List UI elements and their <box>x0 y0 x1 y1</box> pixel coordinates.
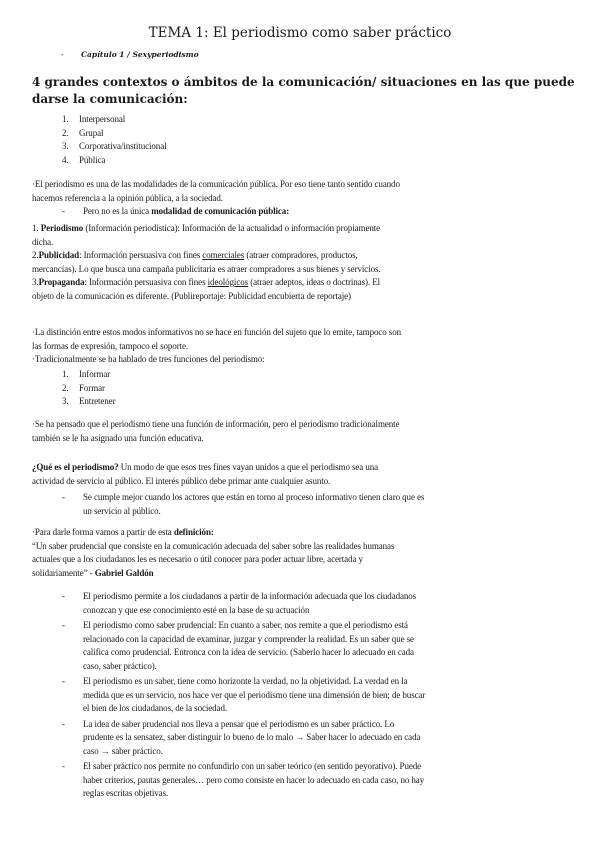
dash-bullet: - <box>62 676 65 686</box>
page-title: TEMA 1: El periodismo como saber práctico <box>148 25 452 41</box>
heading-line: darse la comunicación: <box>32 92 188 106</box>
dash-bullet: - <box>62 492 65 502</box>
list-item: 1. Informar <box>62 369 111 379</box>
definitions-list: 1. Periodismo (Información periodística): Información de la actualidad o información propiamente dicha. 2.Publicidad: Información persuasiva con fines comerciales (atraer compradores, productos, mercancías). Lo que busca una campaña publicitaria es atraer compradores a sus bienes y servicios. 3.Propaganda: Información persuasiva con fines ideológicos (atraer adeptos, ideas o doctrinas). El objeto de la comunicación es diferente. (Publireportaje: Publicidad encubierta de reportaje) <box>32 222 577 303</box>
paragraph: ·La distinción entre estos modos informativos no se hace en función del sujeto que lo emite, tampoco son las formas de expresión, tampoco el soporte. ·Tradicionalmente se ha hablado de tres funciones del periodismo: <box>32 327 402 364</box>
points-list <box>62 590 582 801</box>
dash-bullet: - <box>62 620 65 630</box>
section-heading <box>32 74 577 108</box>
list-item: - El saber práctico nos permite no confundirlo con un saber teórico (en sentido peyorativo). Puede haber criterios, pautas generales… pero como consiste en hacer lo adecuado en cada caso, no hay reglas escritas objetivas. <box>62 761 425 798</box>
list-item: - La idea de saber prudencial nos lleva a pensar que el periodismo es un saber práctico. Lo prudente es la sensatez, saber distinguir lo bueno de lo malo → Saber hacer lo adecuado en cada caso → saber práctico. <box>62 718 421 756</box>
definition-propaganda: 3.Propaganda: Información persuasiva con fines ideológicos (atraer adeptos, ideas o doctrinas). El <box>32 277 380 287</box>
list-item: - El periodismo permite a los ciudadanos a partir de la información adecuada que los ciudadanos conozcan y que ese conocimiento esté en la base de su actuación <box>62 591 417 615</box>
paragraph: ·Se ha pensado que el periodismo tiene una función de información, pero el periodismo tradicionalmente también se le ha asignado una función educativa. <box>32 419 400 443</box>
dash-bullet: - <box>62 761 65 771</box>
chapter-label: Capítulo 1 / Sexyperiodismo <box>81 50 199 59</box>
dash-bullet: - <box>62 206 65 216</box>
list-item: 2. Formar <box>62 382 105 393</box>
list-item: - El periodismo es un saber, tiene como horizonte la verdad, no la objetividad. La verdad en la medida que es un servicio, nos hace ver que el periodismo tiene una dimensión de bien; de buscar el bien de los ciudadanos, de la sociedad. <box>62 676 426 713</box>
dash-bullet: - <box>62 591 65 601</box>
paragraph: ·El periodismo es una de las modalidades de la comunicación pública. Por eso tiene tanto sentido cuando hacemos referencia a la opinión pública, a la sociedad. <box>32 179 400 203</box>
list-item: 3. Corporativa/institucional <box>62 141 167 151</box>
quote-author: Gabriel Galdón <box>94 567 154 578</box>
list-item: - El periodismo como saber prudencial: En cuanto a saber, nos remite a que el periodismo está relacionado con la capacidad de examinar, juzgar y comprender la realidad. Es un saber que se califica como prudencial. Entronca con la idea de servicio. (Saberlo hacer lo adecuado en cada caso, saber práctico). <box>62 620 414 671</box>
contexts-list <box>62 113 166 167</box>
functions-list <box>62 368 115 409</box>
heading-line: 4 grandes contextos o ámbitos de la comunicación/ situaciones en las que puede <box>32 75 575 89</box>
list-item: 1. Interpersonal <box>62 114 126 124</box>
list-item: 3. Entretener <box>62 396 116 406</box>
list-item: 2. Grupal <box>62 127 104 138</box>
list-item: 4. Pública <box>62 154 106 165</box>
dash-item: - Se cumple mejor cuando los actores que están en torno al proceso informativo tienen claro que es un servicio al público. <box>62 492 425 516</box>
definition-publicidad: 2.Publicidad: Información persuasiva con fines comerciales (atraer compradores, productos, <box>32 250 358 260</box>
dash-item: - Pero no es la única modalidad de comunicación pública: <box>62 205 289 219</box>
definition-quote: ·Para darle forma vamos a partir de esta definición: “Un saber prudencial que consiste en la comunicación adecuada del saber sobre las realidades humanas actuales que a los ciudadanos les es necesario o útil conocer para poder actuar libre, acertada y solidariamente” - Gabriel Galdón <box>32 527 395 578</box>
dash-bullet: - <box>62 718 65 729</box>
dash-bullet: - <box>61 50 64 59</box>
chapter-subtitle <box>61 50 199 59</box>
definition-periodismo: 1. Periodismo (Información periodística): Información de la actualidad o información propiamente <box>32 223 381 233</box>
question-paragraph: ¿Qué es el periodismo? Un modo de que esos tres fines vayan unidos a que el periodismo sea una actividad de servicio al público. El interés público debe primar ante cualquier asunto. <box>32 462 379 486</box>
question-heading: ¿Qué es el periodismo? <box>32 462 119 472</box>
